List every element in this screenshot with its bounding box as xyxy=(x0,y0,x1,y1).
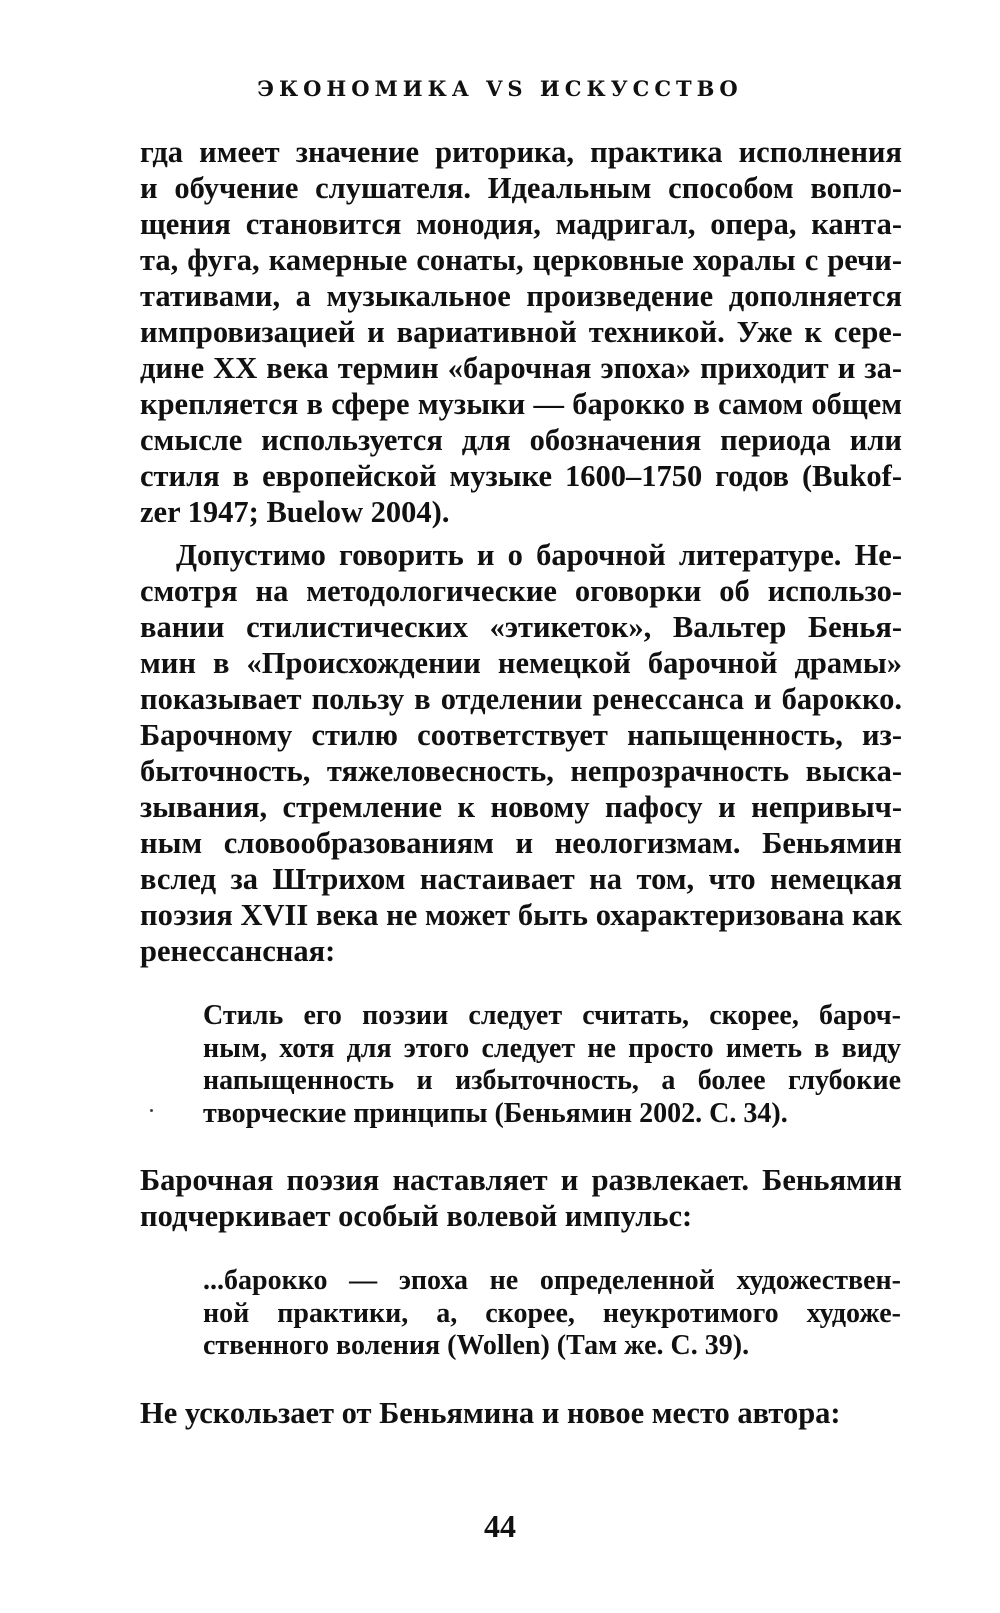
paragraph-1 xyxy=(140,134,902,530)
text-line: дине XX века термин «барочная эпоха» приходит и за- xyxy=(140,351,902,385)
text-line: Допустимо говорить и о барочной литературе. Не- xyxy=(176,538,902,572)
text-line: та, фуга, камерные сонаты, церковные хоралы с речи- xyxy=(140,243,902,277)
text-line: зывания, стремление к новому пафосу и непривыч- xyxy=(140,790,902,824)
text-line: поэзия XVII века не может быть охарактеризована как xyxy=(140,898,902,932)
paragraph-3 xyxy=(140,1162,902,1234)
quote-line: ственного воления (Wollen) (Там же. С. 39). xyxy=(203,1330,750,1361)
text-line: быточность, тяжеловесность, непрозрачность выска- xyxy=(140,754,902,788)
text-line: ным словообразованиям и неологизмам. Беньямин xyxy=(140,826,902,860)
text-line: стиля в европейской музыке 1600–1750 годов (Bukof- xyxy=(140,459,902,493)
quote-line: творческие принципы (Беньямин 2002. С. 34). xyxy=(203,1097,788,1129)
text-line: ренессансная: xyxy=(140,934,336,968)
quote-line: напыщенность и избыточность, а более глубокие xyxy=(203,1065,901,1096)
page-number: 44 xyxy=(484,1508,516,1544)
text-line: щения становится монодия, мадригал, опера, канта- xyxy=(140,207,902,241)
text-line: крепляется в сфере музыки — барокко в самом общем xyxy=(140,387,902,421)
text-line: Не ускользает от Беньямина и новое место автора: xyxy=(140,1396,841,1430)
text-line: гда имеет значение риторика, практика исполнения xyxy=(140,135,902,169)
text-line: смотря на методологические оговорки об использо- xyxy=(140,574,902,608)
quote-line: ным, хотя для этого следует не просто иметь в виду xyxy=(203,1032,901,1064)
block-quote-1 xyxy=(203,1000,901,1130)
paragraph-4 xyxy=(140,1395,902,1431)
quote-line: Стиль его поэзии следует считать, скорее, бароч- xyxy=(203,1000,901,1031)
text-line: импровизацией и вариативной техникой. Уже к сере- xyxy=(140,315,902,349)
text-line: показывает пользу в отделении ренессанса и барокко. xyxy=(140,682,902,716)
text-line: мин в «Происхождении немецкой барочной драмы» xyxy=(140,646,902,680)
running-head: ЭКОНОМИКА VS ИСКУССТВО xyxy=(257,76,743,101)
quote-line: ...барокко — эпоха не определенной художествен- xyxy=(203,1265,901,1296)
paragraph-2 xyxy=(140,537,902,969)
text-line: смысле используется для обозначения периода или xyxy=(140,423,902,457)
text-line: Барочному стилю соответствует напыщенность, из- xyxy=(140,718,902,752)
text-line: подчеркивает особый волевой импульс: xyxy=(140,1199,693,1233)
text-line: вслед за Штрихом настаивает на том, что немецкая xyxy=(140,862,902,896)
text-line: тативами, а музыкальное произведение дополняется xyxy=(140,279,902,313)
print-speck xyxy=(150,1109,153,1112)
text-line: Барочная поэзия наставляет и развлекает. Беньямин xyxy=(140,1163,902,1197)
text-line: zer 1947; Buelow 2004). xyxy=(140,495,450,529)
quote-line: ной практики, а, скорее, неукротимого художе- xyxy=(203,1297,901,1329)
block-quote-2 xyxy=(203,1265,901,1363)
text-line: вании стилистических «этикеток», Вальтер Бенья- xyxy=(140,610,902,644)
text-line: и обучение слушателя. Идеальным способом вопло- xyxy=(140,171,902,205)
